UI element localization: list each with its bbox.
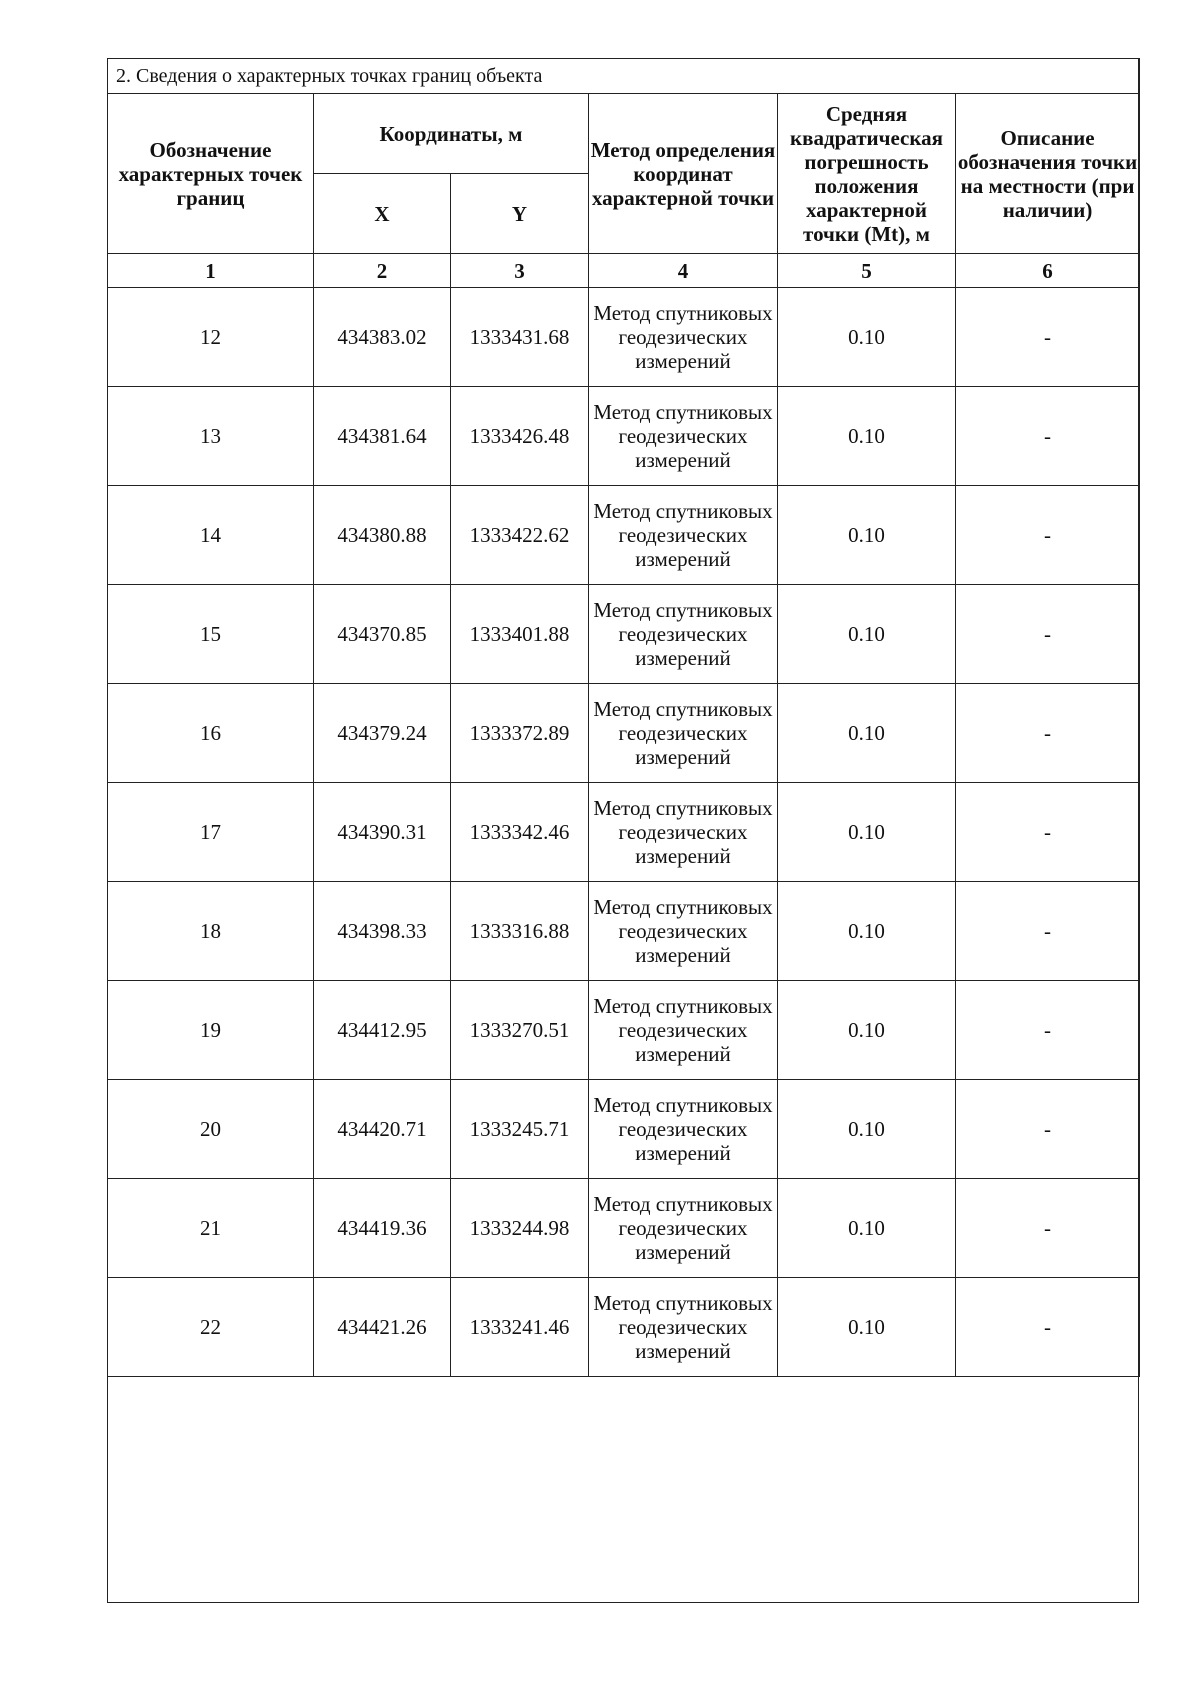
section-title: 2. Сведения о характерных точках границ объекта <box>108 59 1140 94</box>
coord-x: 434420.71 <box>314 1080 451 1179</box>
header-method: Метод определения координат характерной точки <box>589 94 778 254</box>
point-id: 22 <box>108 1278 314 1377</box>
method: Метод спутниковых геодезических измерений <box>589 1278 778 1377</box>
table-row <box>108 1080 1140 1179</box>
point-id: 14 <box>108 486 314 585</box>
coord-x: 434379.24 <box>314 684 451 783</box>
table-row <box>108 387 1140 486</box>
point-description: - <box>956 288 1140 387</box>
header-x: X <box>314 174 451 254</box>
point-description: - <box>956 684 1140 783</box>
header-description: Описание обозначения точки на местности (при наличии) <box>956 94 1140 254</box>
coord-y: 1333431.68 <box>451 288 589 387</box>
method: Метод спутниковых геодезических измерений <box>589 1179 778 1278</box>
accuracy-mt: 0.10 <box>778 783 956 882</box>
coord-x: 434419.36 <box>314 1179 451 1278</box>
header-accuracy: Средняя квадратическая погрешность положения характерной точки (Mt), м <box>778 94 956 254</box>
point-description: - <box>956 387 1140 486</box>
point-description: - <box>956 981 1140 1080</box>
accuracy-mt: 0.10 <box>778 486 956 585</box>
accuracy-mt: 0.10 <box>778 684 956 783</box>
point-description: - <box>956 585 1140 684</box>
coord-y: 1333401.88 <box>451 585 589 684</box>
method: Метод спутниковых геодезических измерений <box>589 783 778 882</box>
point-description: - <box>956 1080 1140 1179</box>
point-id: 16 <box>108 684 314 783</box>
accuracy-mt: 0.10 <box>778 882 956 981</box>
coord-x: 434412.95 <box>314 981 451 1080</box>
coord-y: 1333342.46 <box>451 783 589 882</box>
coord-y: 1333372.89 <box>451 684 589 783</box>
point-description: - <box>956 1278 1140 1377</box>
point-id: 12 <box>108 288 314 387</box>
method: Метод спутниковых геодезических измерений <box>589 585 778 684</box>
accuracy-mt: 0.10 <box>778 1278 956 1377</box>
boundary-points-table <box>107 58 1140 1377</box>
point-description: - <box>956 486 1140 585</box>
column-number: 5 <box>778 254 956 288</box>
point-id: 15 <box>108 585 314 684</box>
accuracy-mt: 0.10 <box>778 585 956 684</box>
header-point-designation: Обозначение характерных точек границ <box>108 94 314 254</box>
point-id: 13 <box>108 387 314 486</box>
method: Метод спутниковых геодезических измерений <box>589 387 778 486</box>
accuracy-mt: 0.10 <box>778 1179 956 1278</box>
accuracy-mt: 0.10 <box>778 981 956 1080</box>
header-y: Y <box>451 174 589 254</box>
point-description: - <box>956 882 1140 981</box>
table-row <box>108 288 1140 387</box>
table-row <box>108 981 1140 1080</box>
coord-x: 434398.33 <box>314 882 451 981</box>
method: Метод спутниковых геодезических измерений <box>589 486 778 585</box>
header-coordinates: Координаты, м <box>314 94 589 174</box>
method: Метод спутниковых геодезических измерений <box>589 882 778 981</box>
coord-x: 434421.26 <box>314 1278 451 1377</box>
point-description: - <box>956 783 1140 882</box>
coord-y: 1333241.46 <box>451 1278 589 1377</box>
coord-x: 434383.02 <box>314 288 451 387</box>
coord-y: 1333422.62 <box>451 486 589 585</box>
method: Метод спутниковых геодезических измерений <box>589 684 778 783</box>
table-row <box>108 882 1140 981</box>
coord-y: 1333316.88 <box>451 882 589 981</box>
table-row <box>108 585 1140 684</box>
column-number: 4 <box>589 254 778 288</box>
coord-y: 1333244.98 <box>451 1179 589 1278</box>
point-id: 19 <box>108 981 314 1080</box>
coord-x: 434390.31 <box>314 783 451 882</box>
column-number: 2 <box>314 254 451 288</box>
table-row <box>108 1179 1140 1278</box>
column-number: 1 <box>108 254 314 288</box>
accuracy-mt: 0.10 <box>778 387 956 486</box>
method: Метод спутниковых геодезических измерений <box>589 1080 778 1179</box>
table-row <box>108 1278 1140 1377</box>
coord-x: 434380.88 <box>314 486 451 585</box>
accuracy-mt: 0.10 <box>778 1080 956 1179</box>
point-id: 20 <box>108 1080 314 1179</box>
table-row <box>108 486 1140 585</box>
table-row <box>108 684 1140 783</box>
point-id: 17 <box>108 783 314 882</box>
coord-x: 434381.64 <box>314 387 451 486</box>
method: Метод спутниковых геодезических измерений <box>589 288 778 387</box>
accuracy-mt: 0.10 <box>778 288 956 387</box>
table-row <box>108 783 1140 882</box>
coord-x: 434370.85 <box>314 585 451 684</box>
coord-y: 1333270.51 <box>451 981 589 1080</box>
coord-y: 1333245.71 <box>451 1080 589 1179</box>
point-description: - <box>956 1179 1140 1278</box>
column-number: 3 <box>451 254 589 288</box>
column-number: 6 <box>956 254 1140 288</box>
point-id: 18 <box>108 882 314 981</box>
method: Метод спутниковых геодезических измерений <box>589 981 778 1080</box>
coord-y: 1333426.48 <box>451 387 589 486</box>
point-id: 21 <box>108 1179 314 1278</box>
